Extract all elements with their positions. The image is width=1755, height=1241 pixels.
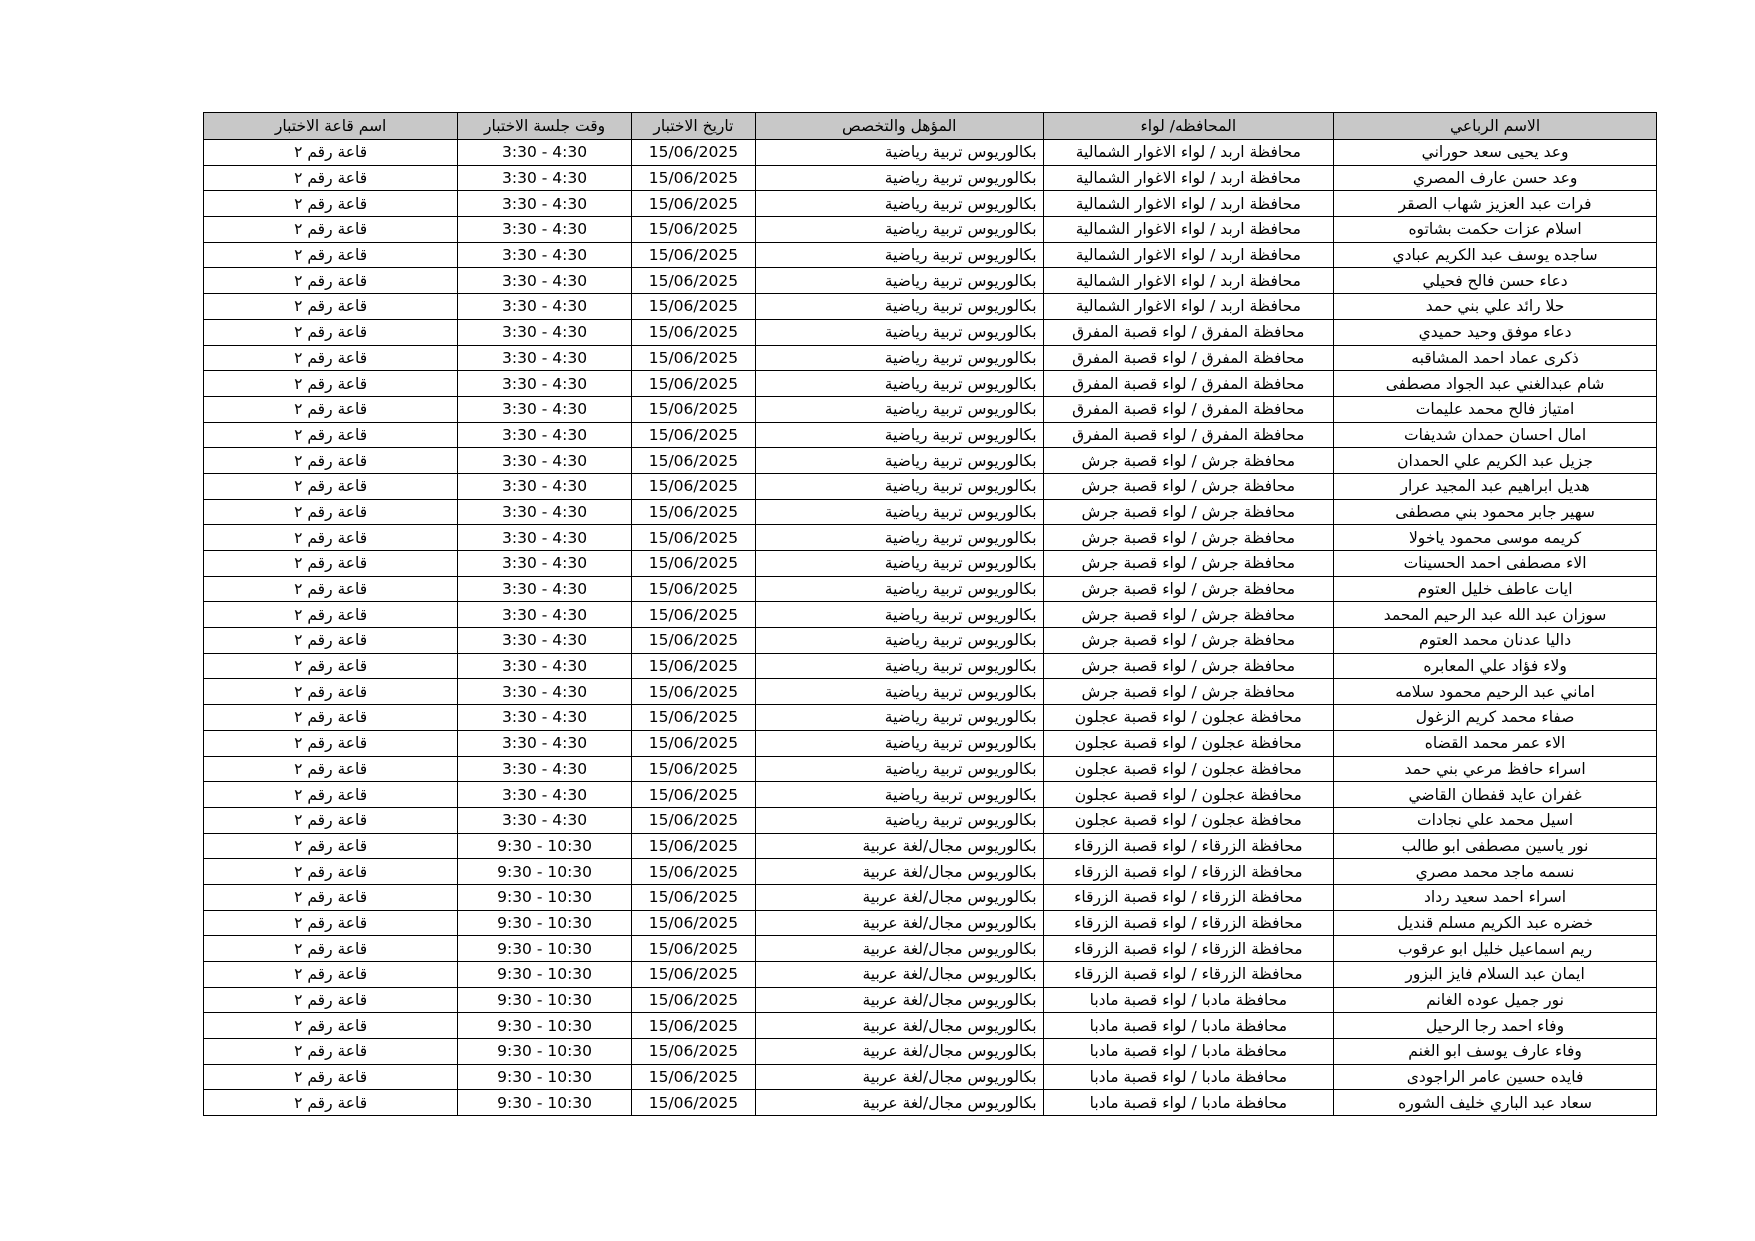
table-row bbox=[204, 345, 1657, 371]
cell-hall: قاعة رقم ٢ bbox=[204, 962, 458, 988]
cell-name: حلا رائد علي بني حمد bbox=[1334, 294, 1657, 320]
table-row bbox=[204, 473, 1657, 499]
cell-hall: قاعة رقم ٢ bbox=[204, 884, 458, 910]
cell-time: 3:30 - 4:30 bbox=[458, 653, 632, 679]
cell-qualification: بكالوريوس تربية رياضية bbox=[755, 165, 1043, 191]
cell-name: اسراء احمد سعيد رداد bbox=[1334, 884, 1657, 910]
cell-time: 3:30 - 4:30 bbox=[458, 602, 632, 628]
cell-governorate: محافظة مادبا / لواء قصبة مادبا bbox=[1043, 1039, 1334, 1065]
cell-hall: قاعة رقم ٢ bbox=[204, 705, 458, 731]
table-row bbox=[204, 756, 1657, 782]
cell-qualification: بكالوريوس مجال/لغة عربية bbox=[755, 910, 1043, 936]
cell-hall: قاعة رقم ٢ bbox=[204, 191, 458, 217]
cell-hall: قاعة رقم ٢ bbox=[204, 551, 458, 577]
cell-date: 15/06/2025 bbox=[631, 371, 755, 397]
cell-governorate: محافظة المفرق / لواء قصبة المفرق bbox=[1043, 422, 1334, 448]
cell-name: ايمان عبد السلام فايز البزور bbox=[1334, 962, 1657, 988]
cell-qualification: بكالوريوس مجال/لغة عربية bbox=[755, 1064, 1043, 1090]
cell-time: 3:30 - 4:30 bbox=[458, 473, 632, 499]
table-row bbox=[204, 936, 1657, 962]
cell-name: وفاء احمد رجا الرحيل bbox=[1334, 1013, 1657, 1039]
cell-qualification: بكالوريوس مجال/لغة عربية bbox=[755, 1039, 1043, 1065]
cell-qualification: بكالوريوس تربية رياضية bbox=[755, 525, 1043, 551]
cell-governorate: محافظة اربد / لواء الاغوار الشمالية bbox=[1043, 140, 1334, 166]
cell-time: 3:30 - 4:30 bbox=[458, 140, 632, 166]
cell-time: 9:30 - 10:30 bbox=[458, 1039, 632, 1065]
cell-hall: قاعة رقم ٢ bbox=[204, 294, 458, 320]
cell-qualification: بكالوريوس تربية رياضية bbox=[755, 422, 1043, 448]
cell-date: 15/06/2025 bbox=[631, 807, 755, 833]
cell-time: 3:30 - 4:30 bbox=[458, 165, 632, 191]
cell-time: 3:30 - 4:30 bbox=[458, 525, 632, 551]
cell-time: 3:30 - 4:30 bbox=[458, 242, 632, 268]
cell-qualification: بكالوريوس تربية رياضية bbox=[755, 319, 1043, 345]
cell-date: 15/06/2025 bbox=[631, 653, 755, 679]
table-row bbox=[204, 679, 1657, 705]
cell-name: ساجده يوسف عبد الكريم عبادي bbox=[1334, 242, 1657, 268]
header-time: وقت جلسة الاختبار bbox=[458, 113, 632, 140]
cell-name: نسمه ماجد محمد مصري bbox=[1334, 859, 1657, 885]
cell-date: 15/06/2025 bbox=[631, 576, 755, 602]
cell-governorate: محافظة الزرقاء / لواء قصبة الزرقاء bbox=[1043, 962, 1334, 988]
cell-hall: قاعة رقم ٢ bbox=[204, 396, 458, 422]
cell-hall: قاعة رقم ٢ bbox=[204, 602, 458, 628]
cell-qualification: بكالوريوس مجال/لغة عربية bbox=[755, 884, 1043, 910]
table-header bbox=[204, 113, 1657, 140]
cell-time: 3:30 - 4:30 bbox=[458, 448, 632, 474]
cell-name: نور ياسين مصطفى ابو طالب bbox=[1334, 833, 1657, 859]
cell-date: 15/06/2025 bbox=[631, 730, 755, 756]
header-qualification: المؤهل والتخصص bbox=[755, 113, 1043, 140]
cell-governorate: محافظة اربد / لواء الاغوار الشمالية bbox=[1043, 217, 1334, 243]
header-name: الاسم الرباعي bbox=[1334, 113, 1657, 140]
cell-time: 3:30 - 4:30 bbox=[458, 371, 632, 397]
cell-qualification: بكالوريوس مجال/لغة عربية bbox=[755, 987, 1043, 1013]
table-row bbox=[204, 962, 1657, 988]
cell-time: 3:30 - 4:30 bbox=[458, 782, 632, 808]
cell-name: سوزان عبد الله عبد الرحيم المحمد bbox=[1334, 602, 1657, 628]
cell-hall: قاعة رقم ٢ bbox=[204, 653, 458, 679]
cell-name: امتياز فالح محمد عليمات bbox=[1334, 396, 1657, 422]
cell-time: 3:30 - 4:30 bbox=[458, 191, 632, 217]
cell-time: 3:30 - 4:30 bbox=[458, 396, 632, 422]
cell-name: فرات عبد العزيز شهاب الصقر bbox=[1334, 191, 1657, 217]
table-row bbox=[204, 576, 1657, 602]
cell-time: 9:30 - 10:30 bbox=[458, 1090, 632, 1116]
cell-date: 15/06/2025 bbox=[631, 602, 755, 628]
cell-governorate: محافظة الزرقاء / لواء قصبة الزرقاء bbox=[1043, 833, 1334, 859]
cell-qualification: بكالوريوس تربية رياضية bbox=[755, 242, 1043, 268]
cell-date: 15/06/2025 bbox=[631, 910, 755, 936]
table-row bbox=[204, 551, 1657, 577]
cell-date: 15/06/2025 bbox=[631, 1064, 755, 1090]
cell-qualification: بكالوريوس تربية رياضية bbox=[755, 473, 1043, 499]
table-row bbox=[204, 602, 1657, 628]
cell-hall: قاعة رقم ٢ bbox=[204, 833, 458, 859]
cell-date: 15/06/2025 bbox=[631, 628, 755, 654]
cell-date: 15/06/2025 bbox=[631, 705, 755, 731]
cell-qualification: بكالوريوس تربية رياضية bbox=[755, 499, 1043, 525]
cell-hall: قاعة رقم ٢ bbox=[204, 730, 458, 756]
cell-governorate: محافظة جرش / لواء قصبة جرش bbox=[1043, 499, 1334, 525]
cell-qualification: بكالوريوس تربية رياضية bbox=[755, 730, 1043, 756]
cell-qualification: بكالوريوس تربية رياضية bbox=[755, 448, 1043, 474]
cell-qualification: بكالوريوس تربية رياضية bbox=[755, 807, 1043, 833]
cell-qualification: بكالوريوس تربية رياضية bbox=[755, 653, 1043, 679]
cell-governorate: محافظة اربد / لواء الاغوار الشمالية bbox=[1043, 191, 1334, 217]
cell-time: 3:30 - 4:30 bbox=[458, 576, 632, 602]
cell-qualification: بكالوريوس تربية رياضية bbox=[755, 628, 1043, 654]
exam-schedule-table bbox=[203, 112, 1657, 1116]
cell-qualification: بكالوريوس مجال/لغة عربية bbox=[755, 1090, 1043, 1116]
cell-governorate: محافظة اربد / لواء الاغوار الشمالية bbox=[1043, 294, 1334, 320]
header-row bbox=[204, 113, 1657, 140]
table-row bbox=[204, 833, 1657, 859]
cell-time: 3:30 - 4:30 bbox=[458, 628, 632, 654]
cell-time: 9:30 - 10:30 bbox=[458, 884, 632, 910]
cell-time: 3:30 - 4:30 bbox=[458, 705, 632, 731]
cell-hall: قاعة رقم ٢ bbox=[204, 679, 458, 705]
cell-name: اماني عبد الرحيم محمود سلامه bbox=[1334, 679, 1657, 705]
cell-governorate: محافظة الزرقاء / لواء قصبة الزرقاء bbox=[1043, 936, 1334, 962]
cell-qualification: بكالوريوس تربية رياضية bbox=[755, 217, 1043, 243]
cell-time: 3:30 - 4:30 bbox=[458, 499, 632, 525]
cell-date: 15/06/2025 bbox=[631, 422, 755, 448]
cell-governorate: محافظة اربد / لواء الاغوار الشمالية bbox=[1043, 242, 1334, 268]
cell-governorate: محافظة الزرقاء / لواء قصبة الزرقاء bbox=[1043, 910, 1334, 936]
cell-governorate: محافظة عجلون / لواء قصبة عجلون bbox=[1043, 807, 1334, 833]
table-row bbox=[204, 319, 1657, 345]
cell-governorate: محافظة عجلون / لواء قصبة عجلون bbox=[1043, 705, 1334, 731]
table-row bbox=[204, 987, 1657, 1013]
cell-date: 15/06/2025 bbox=[631, 242, 755, 268]
cell-name: سهير جابر محمود بني مصطفى bbox=[1334, 499, 1657, 525]
cell-date: 15/06/2025 bbox=[631, 884, 755, 910]
table-row bbox=[204, 371, 1657, 397]
cell-governorate: محافظة جرش / لواء قصبة جرش bbox=[1043, 448, 1334, 474]
cell-name: ذكرى عماد احمد المشاقبه bbox=[1334, 345, 1657, 371]
cell-date: 15/06/2025 bbox=[631, 217, 755, 243]
cell-name: دعاء موفق وحيد حميدي bbox=[1334, 319, 1657, 345]
cell-hall: قاعة رقم ٢ bbox=[204, 910, 458, 936]
cell-governorate: محافظة المفرق / لواء قصبة المفرق bbox=[1043, 345, 1334, 371]
cell-hall: قاعة رقم ٢ bbox=[204, 525, 458, 551]
cell-qualification: بكالوريوس تربية رياضية bbox=[755, 576, 1043, 602]
cell-name: شام عبدالغني عبد الجواد مصطفى bbox=[1334, 371, 1657, 397]
cell-time: 9:30 - 10:30 bbox=[458, 962, 632, 988]
table-row bbox=[204, 525, 1657, 551]
cell-hall: قاعة رقم ٢ bbox=[204, 448, 458, 474]
header-date: تاريخ الاختبار bbox=[631, 113, 755, 140]
cell-name: ريم اسماعيل خليل ابو عرقوب bbox=[1334, 936, 1657, 962]
cell-name: ولاء فؤاد علي المعابره bbox=[1334, 653, 1657, 679]
table-row bbox=[204, 217, 1657, 243]
cell-governorate: محافظة المفرق / لواء قصبة المفرق bbox=[1043, 319, 1334, 345]
table-row bbox=[204, 705, 1657, 731]
cell-hall: قاعة رقم ٢ bbox=[204, 807, 458, 833]
cell-date: 15/06/2025 bbox=[631, 396, 755, 422]
cell-name: الاء مصطفى احمد الحسينات bbox=[1334, 551, 1657, 577]
cell-name: الاء عمر محمد القضاه bbox=[1334, 730, 1657, 756]
cell-hall: قاعة رقم ٢ bbox=[204, 242, 458, 268]
cell-qualification: بكالوريوس تربية رياضية bbox=[755, 705, 1043, 731]
cell-name: سعاد عبد الباري خليف الشوره bbox=[1334, 1090, 1657, 1116]
cell-time: 3:30 - 4:30 bbox=[458, 551, 632, 577]
cell-qualification: بكالوريوس تربية رياضية bbox=[755, 396, 1043, 422]
cell-name: وعد يحيى سعد حوراني bbox=[1334, 140, 1657, 166]
cell-date: 15/06/2025 bbox=[631, 268, 755, 294]
cell-date: 15/06/2025 bbox=[631, 191, 755, 217]
table-row bbox=[204, 859, 1657, 885]
cell-hall: قاعة رقم ٢ bbox=[204, 987, 458, 1013]
table-row bbox=[204, 294, 1657, 320]
cell-qualification: بكالوريوس تربية رياضية bbox=[755, 371, 1043, 397]
cell-time: 9:30 - 10:30 bbox=[458, 859, 632, 885]
cell-name: كريمه موسى محمود ياخولا bbox=[1334, 525, 1657, 551]
table-row bbox=[204, 884, 1657, 910]
cell-time: 3:30 - 4:30 bbox=[458, 756, 632, 782]
cell-date: 15/06/2025 bbox=[631, 525, 755, 551]
cell-hall: قاعة رقم ٢ bbox=[204, 268, 458, 294]
cell-time: 3:30 - 4:30 bbox=[458, 679, 632, 705]
table-body bbox=[204, 140, 1657, 1116]
cell-hall: قاعة رقم ٢ bbox=[204, 345, 458, 371]
table-row bbox=[204, 448, 1657, 474]
cell-time: 3:30 - 4:30 bbox=[458, 730, 632, 756]
table-row bbox=[204, 628, 1657, 654]
cell-governorate: محافظة اربد / لواء الاغوار الشمالية bbox=[1043, 165, 1334, 191]
cell-time: 9:30 - 10:30 bbox=[458, 833, 632, 859]
header-hall: اسم قاعة الاختبار bbox=[204, 113, 458, 140]
cell-hall: قاعة رقم ٢ bbox=[204, 1039, 458, 1065]
table-row bbox=[204, 422, 1657, 448]
cell-governorate: محافظة مادبا / لواء قصبة مادبا bbox=[1043, 987, 1334, 1013]
cell-name: امال احسان حمدان شديفات bbox=[1334, 422, 1657, 448]
cell-governorate: محافظة جرش / لواء قصبة جرش bbox=[1043, 525, 1334, 551]
cell-qualification: بكالوريوس مجال/لغة عربية bbox=[755, 962, 1043, 988]
cell-name: دعاء حسن فالح فحيلي bbox=[1334, 268, 1657, 294]
cell-governorate: محافظة عجلون / لواء قصبة عجلون bbox=[1043, 756, 1334, 782]
cell-qualification: بكالوريوس تربية رياضية bbox=[755, 345, 1043, 371]
cell-date: 15/06/2025 bbox=[631, 1013, 755, 1039]
table-row bbox=[204, 1039, 1657, 1065]
cell-hall: قاعة رقم ٢ bbox=[204, 576, 458, 602]
cell-hall: قاعة رقم ٢ bbox=[204, 628, 458, 654]
cell-date: 15/06/2025 bbox=[631, 319, 755, 345]
table-row bbox=[204, 191, 1657, 217]
cell-date: 15/06/2025 bbox=[631, 140, 755, 166]
cell-governorate: محافظة الزرقاء / لواء قصبة الزرقاء bbox=[1043, 859, 1334, 885]
cell-hall: قاعة رقم ٢ bbox=[204, 859, 458, 885]
cell-qualification: بكالوريوس مجال/لغة عربية bbox=[755, 1013, 1043, 1039]
cell-date: 15/06/2025 bbox=[631, 448, 755, 474]
cell-date: 15/06/2025 bbox=[631, 1039, 755, 1065]
cell-time: 3:30 - 4:30 bbox=[458, 319, 632, 345]
table-row bbox=[204, 1090, 1657, 1116]
cell-date: 15/06/2025 bbox=[631, 165, 755, 191]
cell-qualification: بكالوريوس تربية رياضية bbox=[755, 551, 1043, 577]
cell-governorate: محافظة جرش / لواء قصبة جرش bbox=[1043, 551, 1334, 577]
cell-hall: قاعة رقم ٢ bbox=[204, 499, 458, 525]
cell-governorate: محافظة المفرق / لواء قصبة المفرق bbox=[1043, 371, 1334, 397]
cell-name: وعد حسن عارف المصري bbox=[1334, 165, 1657, 191]
cell-governorate: محافظة مادبا / لواء قصبة مادبا bbox=[1043, 1090, 1334, 1116]
cell-time: 9:30 - 10:30 bbox=[458, 936, 632, 962]
cell-hall: قاعة رقم ٢ bbox=[204, 165, 458, 191]
cell-governorate: محافظة المفرق / لواء قصبة المفرق bbox=[1043, 396, 1334, 422]
table-row bbox=[204, 910, 1657, 936]
table-row bbox=[204, 242, 1657, 268]
cell-time: 9:30 - 10:30 bbox=[458, 987, 632, 1013]
cell-hall: قاعة رقم ٢ bbox=[204, 140, 458, 166]
cell-governorate: محافظة جرش / لواء قصبة جرش bbox=[1043, 628, 1334, 654]
cell-time: 9:30 - 10:30 bbox=[458, 1013, 632, 1039]
header-governorate: المحافظه/ لواء bbox=[1043, 113, 1334, 140]
cell-qualification: بكالوريوس تربية رياضية bbox=[755, 782, 1043, 808]
cell-date: 15/06/2025 bbox=[631, 1090, 755, 1116]
cell-name: جزيل عبد الكريم علي الحمدان bbox=[1334, 448, 1657, 474]
cell-governorate: محافظة جرش / لواء قصبة جرش bbox=[1043, 473, 1334, 499]
cell-qualification: بكالوريوس تربية رياضية bbox=[755, 268, 1043, 294]
cell-time: 3:30 - 4:30 bbox=[458, 422, 632, 448]
cell-governorate: محافظة جرش / لواء قصبة جرش bbox=[1043, 653, 1334, 679]
cell-name: وفاء عارف يوسف ابو الغنم bbox=[1334, 1039, 1657, 1065]
cell-date: 15/06/2025 bbox=[631, 936, 755, 962]
cell-qualification: بكالوريوس تربية رياضية bbox=[755, 294, 1043, 320]
cell-qualification: بكالوريوس مجال/لغة عربية bbox=[755, 859, 1043, 885]
cell-hall: قاعة رقم ٢ bbox=[204, 1013, 458, 1039]
cell-governorate: محافظة مادبا / لواء قصبة مادبا bbox=[1043, 1013, 1334, 1039]
cell-qualification: بكالوريوس مجال/لغة عربية bbox=[755, 936, 1043, 962]
cell-qualification: بكالوريوس تربية رياضية bbox=[755, 140, 1043, 166]
cell-time: 3:30 - 4:30 bbox=[458, 217, 632, 243]
cell-name: فايده حسين عامر الراجودى bbox=[1334, 1064, 1657, 1090]
cell-time: 9:30 - 10:30 bbox=[458, 910, 632, 936]
cell-date: 15/06/2025 bbox=[631, 782, 755, 808]
cell-qualification: بكالوريوس مجال/لغة عربية bbox=[755, 833, 1043, 859]
table-row bbox=[204, 165, 1657, 191]
table-row bbox=[204, 1064, 1657, 1090]
cell-governorate: محافظة عجلون / لواء قصبة عجلون bbox=[1043, 730, 1334, 756]
cell-qualification: بكالوريوس تربية رياضية bbox=[755, 756, 1043, 782]
table-row bbox=[204, 653, 1657, 679]
cell-governorate: محافظة جرش / لواء قصبة جرش bbox=[1043, 576, 1334, 602]
cell-name: خضره عبد الكريم مسلم قنديل bbox=[1334, 910, 1657, 936]
cell-governorate: محافظة الزرقاء / لواء قصبة الزرقاء bbox=[1043, 884, 1334, 910]
cell-name: ايات عاطف خليل العتوم bbox=[1334, 576, 1657, 602]
cell-date: 15/06/2025 bbox=[631, 345, 755, 371]
cell-time: 3:30 - 4:30 bbox=[458, 268, 632, 294]
cell-time: 3:30 - 4:30 bbox=[458, 294, 632, 320]
cell-qualification: بكالوريوس تربية رياضية bbox=[755, 191, 1043, 217]
table-row bbox=[204, 730, 1657, 756]
cell-date: 15/06/2025 bbox=[631, 679, 755, 705]
cell-qualification: بكالوريوس تربية رياضية bbox=[755, 602, 1043, 628]
cell-governorate: محافظة جرش / لواء قصبة جرش bbox=[1043, 679, 1334, 705]
cell-hall: قاعة رقم ٢ bbox=[204, 782, 458, 808]
cell-hall: قاعة رقم ٢ bbox=[204, 1064, 458, 1090]
table-row bbox=[204, 499, 1657, 525]
cell-name: صفاء محمد كريم الزغول bbox=[1334, 705, 1657, 731]
cell-name: غفران عايد قفطان القاضي bbox=[1334, 782, 1657, 808]
cell-hall: قاعة رقم ٢ bbox=[204, 473, 458, 499]
cell-date: 15/06/2025 bbox=[631, 962, 755, 988]
cell-hall: قاعة رقم ٢ bbox=[204, 936, 458, 962]
cell-date: 15/06/2025 bbox=[631, 499, 755, 525]
cell-name: هديل ابراهيم عبد المجيد عرار bbox=[1334, 473, 1657, 499]
cell-time: 3:30 - 4:30 bbox=[458, 345, 632, 371]
table-row bbox=[204, 396, 1657, 422]
cell-hall: قاعة رقم ٢ bbox=[204, 422, 458, 448]
cell-name: اسلام عزات حكمت بشاتوه bbox=[1334, 217, 1657, 243]
table-row bbox=[204, 268, 1657, 294]
table-row bbox=[204, 807, 1657, 833]
cell-date: 15/06/2025 bbox=[631, 551, 755, 577]
table-row bbox=[204, 140, 1657, 166]
cell-date: 15/06/2025 bbox=[631, 833, 755, 859]
cell-governorate: محافظة اربد / لواء الاغوار الشمالية bbox=[1043, 268, 1334, 294]
cell-name: داليا عدنان محمد العتوم bbox=[1334, 628, 1657, 654]
cell-governorate: محافظة جرش / لواء قصبة جرش bbox=[1043, 602, 1334, 628]
cell-qualification: بكالوريوس تربية رياضية bbox=[755, 679, 1043, 705]
cell-date: 15/06/2025 bbox=[631, 987, 755, 1013]
cell-time: 9:30 - 10:30 bbox=[458, 1064, 632, 1090]
table-row bbox=[204, 1013, 1657, 1039]
cell-name: نور جميل عوده الغانم bbox=[1334, 987, 1657, 1013]
cell-hall: قاعة رقم ٢ bbox=[204, 371, 458, 397]
cell-name: اسراء حافظ مرعي بني حمد bbox=[1334, 756, 1657, 782]
cell-time: 3:30 - 4:30 bbox=[458, 807, 632, 833]
cell-date: 15/06/2025 bbox=[631, 473, 755, 499]
cell-hall: قاعة رقم ٢ bbox=[204, 319, 458, 345]
table-row bbox=[204, 782, 1657, 808]
cell-date: 15/06/2025 bbox=[631, 294, 755, 320]
cell-date: 15/06/2025 bbox=[631, 859, 755, 885]
cell-governorate: محافظة مادبا / لواء قصبة مادبا bbox=[1043, 1064, 1334, 1090]
cell-name: اسيل محمد علي نجادات bbox=[1334, 807, 1657, 833]
cell-hall: قاعة رقم ٢ bbox=[204, 756, 458, 782]
cell-governorate: محافظة عجلون / لواء قصبة عجلون bbox=[1043, 782, 1334, 808]
cell-hall: قاعة رقم ٢ bbox=[204, 217, 458, 243]
cell-date: 15/06/2025 bbox=[631, 756, 755, 782]
cell-hall: قاعة رقم ٢ bbox=[204, 1090, 458, 1116]
